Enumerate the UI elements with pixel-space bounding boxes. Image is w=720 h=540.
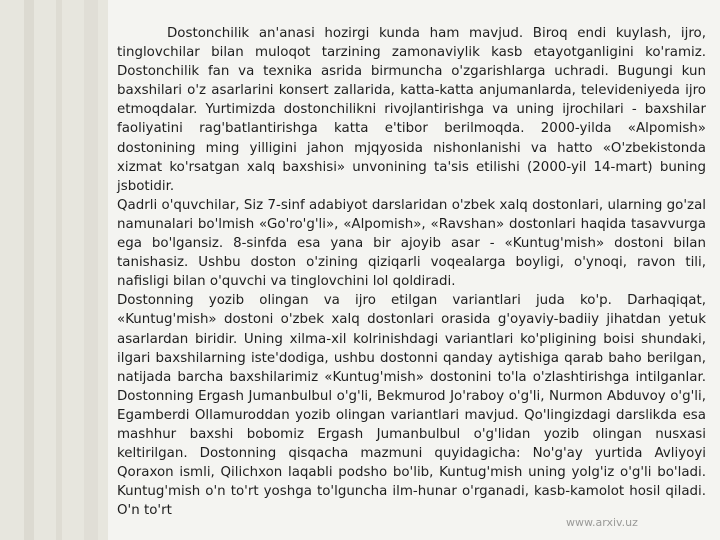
paragraph: Dostonchilik an'anasi hozirgi kunda ham mavjud. Biroq endi kuylash, ijro, tinglovchilar bilan muloqot tarzining zamonaviylik kasb etayotganligini ko'ramiz. Dostonchilik fan va texnika asrida birmuncha o'zgarishlarga uchradi. Bugungi kun baxshilari o'z asarlarini konsert zallarida, katta-katta anjumanlarda, televideniyeda ijro etmoqdalar. Yurtimizda dostonchilikni rivojlantirishga va uning ijrochilari - baxshilar faoliyatini rag'batlantirishga katta e'tibor berilmoqda. 2000-yilda «Alpomish» dostonining ming yilligini jahon mjqyosida nishonlanishi va hatto «O'zbekistonda xizmat ko'rsatgan xalq baxshisi» unvonining ta'sis etilishi (2000-yil 14-mart) buning jsbotidir. [117,26,706,194]
margin-stripe [84,0,98,540]
document-body [117,24,706,520]
document-page [108,0,720,540]
footer-site-label: www.arxiv.uz [566,516,638,529]
margin-stripe [24,0,34,540]
paragraph: Qadrli o'quvchilar, Siz 7-sinf adabiyot darslaridan o'zbek xalq dostonlari, ularning go'zal namunalari bo'lmish «Go'ro'g'li», «Alpomish», «Ravshan» dostonlari haqida tasavvurga ega bo'lgansiz. 8-sinfda esa yana bir ajoyib asar - «Kuntug'mish» dostoni bilan tanishasiz. Ushbu doston o'zining qiziqarli voqealarga boyligi, o'ynoqi, ravon tili, nafisligi bilan o'quvchi va tinglovchini lol qoldiradi. [117,197,706,290]
margin-stripe [56,0,62,540]
left-margin-band [0,0,108,540]
paragraph: Dostonning yozib olingan va ijro etilgan variantlari juda ko'p. Darhaqiqat, «Kuntug'mish» dostoni o'zbek xalq dostonlari orasida g'oyaviy-badiiy jihatdan yetuk asarlardan biridir. Uning xilma-xil kolrinishdagi variantlari ko'pligining boisi shundaki, ilgari baxshilarning iste'dodiga, ushbu dostonni qanday aytishiga qarab baho berilgan, natijada barcha baxshilarimiz «Kuntug'mish» dostonini to'la o'zlashtirishga intilganlar. Dostonning Ergash Jumanbulbul o'g'li, Bekmurod Jo'raboy o'g'li, Nurmon Abduvoy o'g'li, Egamberdi Ollamuroddan yozib olingan variantlari mavjud. Qo'lingizdagi darslikda esa mashhur baxshi bobomiz Ergash Jumanbulbul o'g'lidan yozib olingan nusxasi keltirilgan. Dostonning qisqacha mazmuni quyidagicha: No'g'ay yurtida Avliyoyi Qoraxon ismli, Qilichxon laqabli podsho bo'lib, Kuntug'mish uning yolg'iz o'g'li bo'ladi. Kuntug'mish o'n to'rt yoshga to'lguncha ilm-hunar o'rganadi, kasb-kamolot hosil qiladi. O'n to'rt [117,293,706,519]
